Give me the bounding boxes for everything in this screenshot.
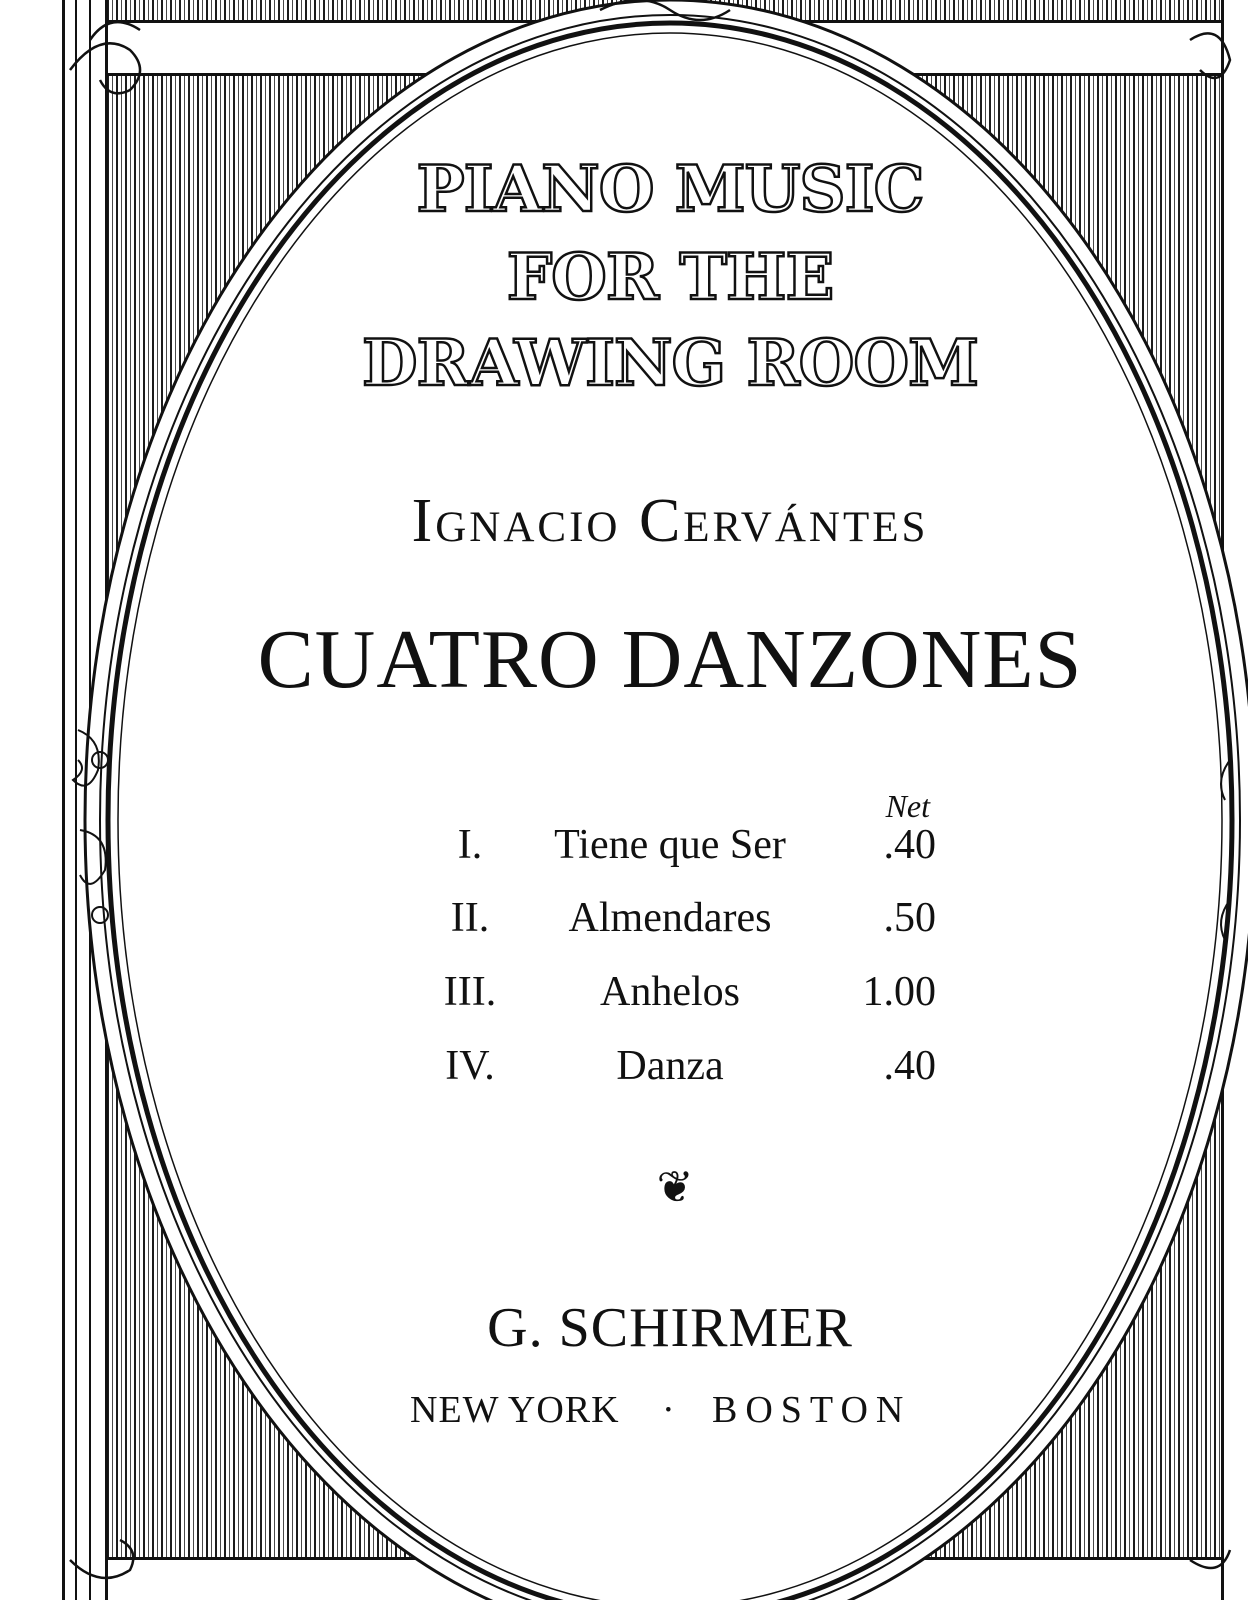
piece-title: Almendares <box>568 895 772 941</box>
series-title-line-2: FOR THE <box>506 240 834 315</box>
piece-title: Anhelos <box>600 969 740 1015</box>
piece-title: Danza <box>616 1043 724 1089</box>
city-new-york: NEW YORK <box>410 1389 620 1431</box>
contents-row <box>0 815 1248 875</box>
city-boston: BOSTON <box>712 1389 912 1431</box>
piece-price: .40 <box>883 1043 936 1089</box>
city-separator: · <box>662 1389 675 1431</box>
contents-row <box>0 888 1248 948</box>
piece-number: I. <box>457 822 483 868</box>
series-title-line-3: DRAWING ROOM <box>362 326 978 401</box>
price-column-header: Net <box>885 788 930 824</box>
piece-price: .50 <box>883 895 936 941</box>
piece-number: IV. <box>445 1043 495 1089</box>
publisher-name: G. SCHIRMER <box>487 1297 853 1359</box>
publisher-cities <box>380 1388 980 1432</box>
contents-row <box>0 962 1248 1022</box>
piece-price: .40 <box>883 822 936 868</box>
piece-number: III. <box>443 969 497 1015</box>
work-title: CUATRO DANZONES <box>257 613 1083 706</box>
composer-name: Ignacio Cervántes <box>411 487 929 555</box>
piece-price: 1.00 <box>862 969 936 1015</box>
piece-title: Tiene que Ser <box>554 822 786 868</box>
series-title-line-1: PIANO MUSIC <box>416 152 924 227</box>
fleuron-icon: ❦ <box>656 1162 694 1213</box>
contents-row <box>0 1036 1248 1096</box>
piece-number: II. <box>450 895 490 941</box>
